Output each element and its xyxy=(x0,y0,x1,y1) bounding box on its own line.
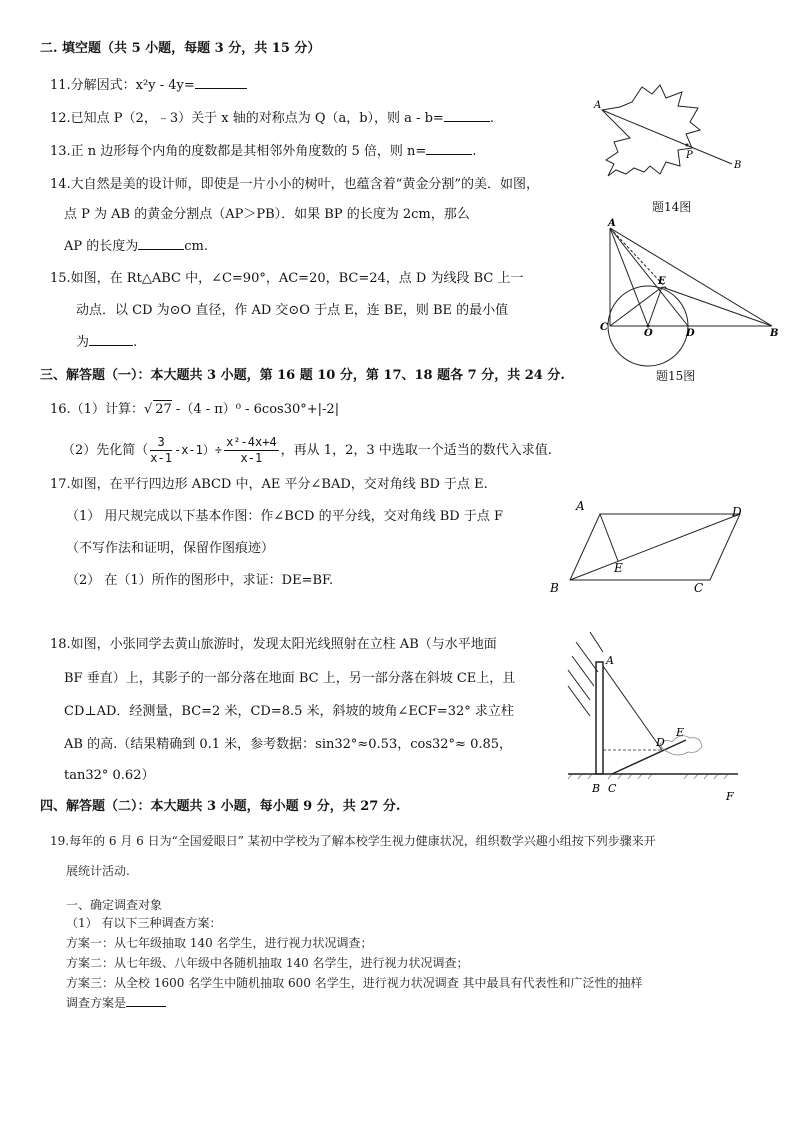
label-f: F xyxy=(726,790,734,803)
label-d: D xyxy=(656,736,665,749)
fraction-1 xyxy=(150,435,172,466)
ray-ad xyxy=(603,666,662,750)
question-17-line-2: （1） 用尺规完成以下基本作图：作∠BCD 的平分线，交对角线 BD 于点 F xyxy=(66,509,503,524)
label-a: A xyxy=(608,218,616,229)
question-15-line-1: 15.如图，在 Rt△ABC 中，∠C=90°，AC=20，BC=24，点 D 为线段 BC 上一 xyxy=(50,271,524,286)
figure-18-pillar xyxy=(568,632,754,808)
slope-ce xyxy=(612,740,686,774)
question-14-text: AP 的长度为 xyxy=(64,239,139,254)
label-d: D xyxy=(686,328,695,339)
parallelogram-diagram xyxy=(550,498,750,598)
question-16-2-prefix: （2）先化简（ xyxy=(62,443,149,458)
side-ab xyxy=(610,228,772,326)
label-a: A xyxy=(606,654,614,667)
question-16-expression: -（4 - π）⁰ - 6cos30°+|-2| xyxy=(171,402,340,417)
question-17-line-4: （2） 在（1）所作的图形中，求证：DE=BF. xyxy=(66,573,334,588)
question-19-line-3: 一、确定调查对象 xyxy=(66,898,163,912)
figure-15-caption: 题15图 xyxy=(656,369,696,383)
question-11 xyxy=(50,76,247,95)
figure-15-triangle xyxy=(598,218,784,368)
answer-blank[interactable] xyxy=(126,994,166,1007)
fraction-2 xyxy=(224,435,279,466)
question-16-part-2 xyxy=(62,432,552,468)
section4-header: 四、解答题（二）：本大题共 3 小题，每小题 9 分，共 27 分. xyxy=(40,799,401,814)
question-16-label: 16.（1）计算： xyxy=(50,402,144,417)
segment-ad xyxy=(610,228,688,326)
section3-header: 三、解答题（一）：本大题共 3 小题，第 16 题 10 分，第 17、18 题各 7 分，共 24 分. xyxy=(40,368,565,383)
question-13-text: 13.正 n 边形每个内角的度数都是其相邻外角度数的 5 倍，则 n= xyxy=(50,144,427,159)
label-p: P xyxy=(686,150,693,161)
figure-17-parallelogram xyxy=(550,498,750,598)
label-c: C xyxy=(600,322,608,333)
label-a: A xyxy=(576,499,585,513)
label-e: E xyxy=(658,276,666,287)
figure-14-caption: 题14图 xyxy=(652,200,692,214)
question-19-line-4: （1） 有以下三种调查方案： xyxy=(66,916,222,930)
triangle-circle-diagram xyxy=(598,218,784,368)
question-14-line-2: 点 P 为 AB 的黄金分割点（AP＞PB）．如果 BP 的长度为 2cm，那么 xyxy=(64,207,470,222)
label-a: A xyxy=(594,100,602,111)
question-19-line-1: 19.每年的 6 月 6 日为“全国爱眼日” 某初中学校为了解本校学生视力健康状况，组织数学兴趣小组按下列步骤来开 xyxy=(50,834,656,848)
question-17-line-1: 17.如图，在平行四边形 ABCD 中，AE 平分∠BAD，交对角线 BD 于点 E. xyxy=(50,477,488,492)
sqrt-radicand: 27 xyxy=(155,402,172,417)
question-16-2-suffix: ，再从 1，2，3 中选取一个适当的数代入求值. xyxy=(280,443,552,458)
question-18-line-3: CD⊥AD．经测量，BC=2 米，CD=8.5 米，斜坡的坡角∠ECF=32° 求立柱 xyxy=(64,704,514,719)
answer-blank[interactable] xyxy=(138,237,184,250)
question-12: 12.已知点 P（2，﹣3）关于 x 轴的对称点为 Q（a，b），则 a - b= . xyxy=(50,111,494,126)
answer-blank[interactable] xyxy=(426,142,472,155)
label-b: B xyxy=(592,782,601,795)
label-e: E xyxy=(614,561,623,575)
question-14-line-1: 14.大自然是美的设计师，即使是一片小小的树叶，也蕴含着“黄金分割”的美．如图， xyxy=(50,177,539,192)
label-o: O xyxy=(644,328,653,339)
label-e: E xyxy=(676,726,685,739)
question-18-line-1: 18.如图，小张同学去黄山旅游时，发现太阳光线照射在立柱 AB（与水平地面 xyxy=(50,637,497,652)
segment-ab xyxy=(602,110,732,164)
question-19-text: 调查方案是 xyxy=(66,996,127,1010)
pillar-ab xyxy=(596,662,603,774)
question-18-line-2: BF 垂直）上，其影子的一部分落在地面 BC 上，另一部分落在斜坡 CE上，且 xyxy=(64,671,516,686)
question-15-line-3: 为 . xyxy=(76,335,138,350)
question-16-2-middle: -x-1）÷ xyxy=(173,443,223,457)
section2-header: 二. 填空题（共 5 小题，每题 3 分，共 15 分） xyxy=(40,41,321,56)
label-d: D xyxy=(732,505,742,519)
answer-blank[interactable] xyxy=(444,109,490,122)
pillar-shadow-diagram xyxy=(568,632,754,808)
answer-blank[interactable] xyxy=(89,333,133,346)
label-c: C xyxy=(608,782,617,795)
question-15-line-2: 动点．以 CD 为⊙O 直径，作 AD 交⊙O 于点 E，连 BE，则 BE 的最小值 xyxy=(76,303,509,318)
question-14-unit: cm. xyxy=(184,239,209,254)
label-b: B xyxy=(734,160,742,171)
figure-14-leaf xyxy=(590,82,750,182)
question-13: 13.正 n 边形每个内角的度数都是其相邻外角度数的 5 倍，则 n= . xyxy=(50,144,477,159)
point-p xyxy=(686,144,689,147)
question-19-line-7: 方案三：从全校 1600 名学生中随机抽取 600 名学生，进行视力状况调查 其中最具有代表性和广泛性的抽样 xyxy=(66,976,643,990)
question-19-line-5: 方案一：从七年级抽取 140 名学生，进行视力状况调查； xyxy=(66,936,373,950)
question-12-text: 12.已知点 P（2，﹣3）关于 x 轴的对称点为 Q（a，b），则 a - b= xyxy=(50,111,444,126)
question-18-line-5: tan32° 0.62） xyxy=(64,768,155,783)
fraction-1-denominator: x-1 xyxy=(150,451,172,465)
label-b: B xyxy=(770,328,779,339)
fraction-1-numerator: 3 xyxy=(150,435,172,451)
question-19-line-8 xyxy=(66,994,166,1012)
question-15-text: 为 xyxy=(76,335,90,350)
question-16-part-1: 16.（1）计算：√ 27 -（4 - π）⁰ - 6cos30°+|-2| xyxy=(50,402,340,417)
segment-ae xyxy=(600,514,618,561)
label-c: C xyxy=(694,581,704,595)
question-19-line-6: 方案二：从七年级、八年级中各随机抽取 140 名学生，进行视力状况调查； xyxy=(66,956,469,970)
fraction-2-denominator: x-1 xyxy=(240,451,263,465)
question-17-line-3: （不写作法和证明，保留作图痕迹） xyxy=(66,541,275,556)
answer-blank[interactable] xyxy=(195,76,247,89)
leaf-diagram xyxy=(590,82,750,182)
fraction-2-numerator: x²-4x+4 xyxy=(226,435,277,449)
question-18-line-4: AB 的高.（结果精确到 0.1 米，参考数据：sin32°≈0.53，cos32°≈ 0.85， xyxy=(64,737,513,752)
label-b: B xyxy=(550,581,559,595)
question-14-line-3 xyxy=(64,237,208,256)
sun-rays xyxy=(568,632,603,716)
segment-ce xyxy=(610,287,662,326)
question-11-text: 11.分解因式：x²y - 4y= xyxy=(50,78,195,93)
question-19-line-2: 展统计活动. xyxy=(66,864,130,878)
